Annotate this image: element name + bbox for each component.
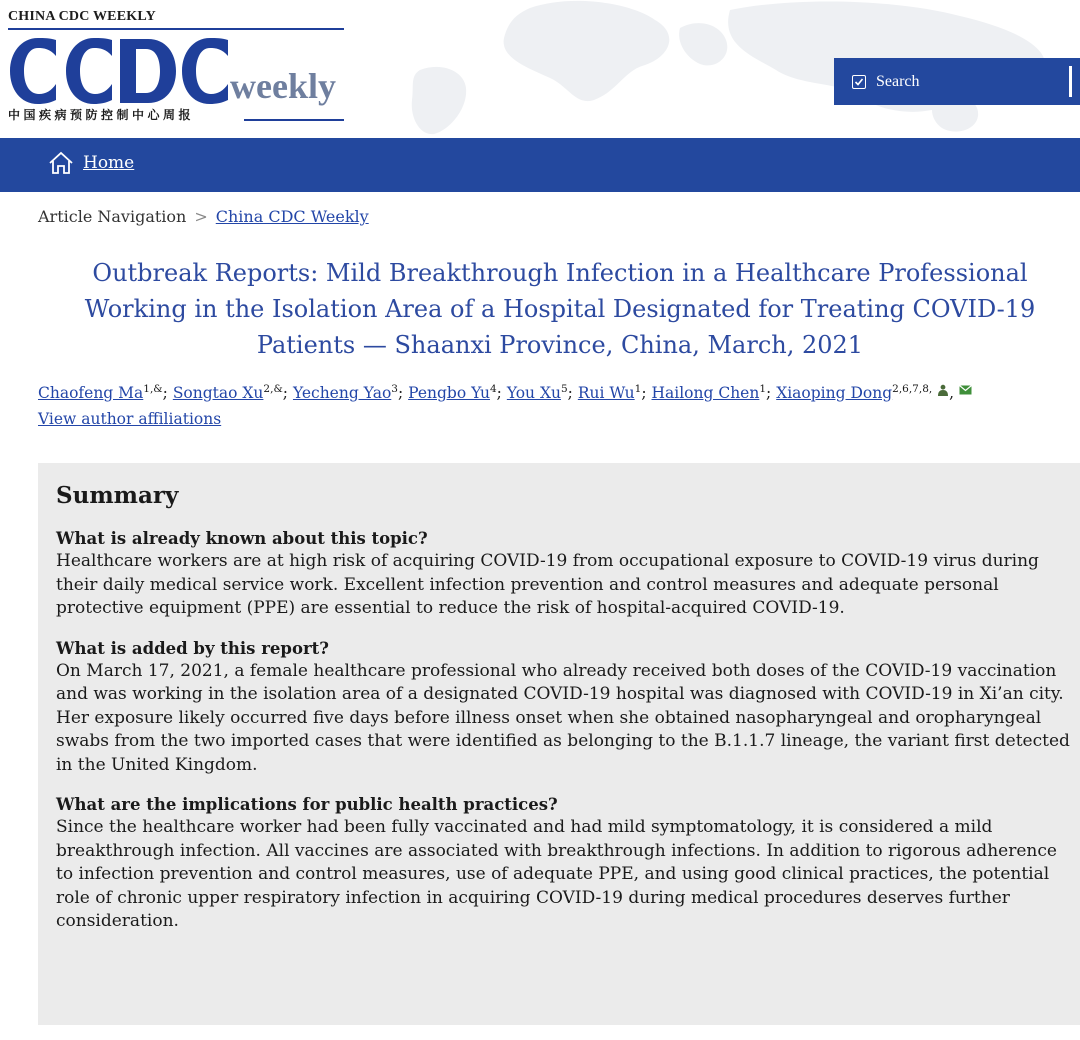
corresponding-author-icon[interactable] — [937, 384, 949, 396]
author-separator: ; — [282, 384, 293, 402]
author-link[interactable]: Rui Wu — [577, 384, 635, 402]
home-label: Home — [83, 153, 135, 173]
breadcrumb-current: Article Navigation — [38, 207, 187, 226]
summary-answer: Since the healthcare worker had been fully vaccinated and had mild symptomatology, it is considered a mild breakthrough infection. All vaccines are associated with breakthrough infections. In addition to rigorous adherence to infection prevention and control measures, use of adequate PPE, and using good clinical practices, the potential role of chronic upper respiratory infection in acquiring COVID-19 during medical procedures deserves further consideration. — [56, 817, 1057, 931]
breadcrumb-separator: > — [194, 207, 208, 226]
author-affiliation-sup: 2,6,7,8, — [892, 382, 933, 395]
search-button[interactable] — [834, 58, 1080, 105]
author-link[interactable]: Xiaoping Dong — [776, 384, 893, 402]
summary-answer: On March 17, 2021, a female healthcare professional who already received both doses of the COVID-19 vaccination and was working in the isolation area of a designated COVID-19 hospital was diagnosed with COVID-19 in Xi’an city. Her exposure likely occurred five days before illness onset when she obtained nasopharyngeal and oropharyngeal swabs from the two imported cases that were identified as belonging to the B.1.1.7 lineage, the variant first detected in the United Kingdom. — [56, 660, 1070, 775]
chinese-name-rule — [244, 119, 344, 121]
author-link[interactable]: Chaofeng Ma — [38, 384, 144, 402]
author-affiliation-sup: 1 — [759, 382, 767, 395]
author-affiliation-sup: 1 — [634, 382, 642, 395]
author-link[interactable]: You Xu — [506, 384, 561, 402]
main-nav-bar — [0, 138, 1080, 192]
author-affiliation-sup: 1,& — [143, 382, 163, 395]
logo-weekly-text: weekly — [230, 66, 336, 106]
author-separator: , — [949, 384, 955, 402]
author-list — [38, 380, 1068, 432]
author-affiliation-sup: 2,& — [263, 382, 283, 395]
summary-question: What are the implications for public health practices? — [56, 795, 558, 814]
search-input-edge[interactable] — [1069, 66, 1072, 97]
breadcrumb — [38, 207, 369, 226]
author-separator: ; — [766, 384, 777, 402]
author-link[interactable]: Songtao Xu — [172, 384, 264, 402]
author-separator: ; — [496, 384, 507, 402]
email-icon[interactable] — [959, 385, 972, 395]
author-affiliation-sup: 5 — [560, 382, 568, 395]
checkbox-icon — [852, 75, 866, 89]
journal-name: CHINA CDC WEEKLY — [8, 9, 156, 24]
header-rule — [8, 28, 344, 30]
author-separator: ; — [162, 384, 173, 402]
summary-question: What is added by this report? — [56, 638, 329, 658]
summary-answer: Healthcare workers are at high risk of acquiring COVID-19 from occupational exposure to COVID-19 virus during their daily medical service work. Excellent infection prevention and control measures and adequate personal protective equipment (PPE) are essential to reduce the risk of hospital-acquired COVID-19. — [56, 551, 1039, 618]
summary-heading: Summary — [56, 482, 179, 509]
author-link[interactable]: Hailong Chen — [651, 384, 760, 402]
author-affiliation-sup: 3 — [391, 382, 398, 395]
chinese-journal-name: 中国疾病预防控制中心周报 — [8, 108, 195, 122]
home-icon — [47, 151, 75, 175]
summary-box — [38, 463, 1080, 1025]
summary-question: What is already known about this topic? — [56, 529, 428, 548]
home-link[interactable] — [47, 151, 134, 175]
ccdc-weekly-logo[interactable] — [6, 36, 350, 106]
author-separator: ; — [397, 384, 409, 402]
view-author-affiliations-link[interactable]: View author affiliations — [38, 410, 222, 428]
site-header — [0, 0, 1080, 138]
search-label: Search — [876, 72, 920, 90]
author-link[interactable]: Yecheng Yao — [292, 384, 392, 402]
breadcrumb-link-china-cdc-weekly[interactable]: China CDC Weekly — [215, 207, 369, 226]
author-affiliation-sup: 4 — [489, 382, 497, 395]
article-title: Outbreak Reports: Mild Breakthrough Infection in a Healthcare Professional Working in the Isolation Area of a Hospital Designated for Treating COVID-19 Patients — Shaanxi Province, China, March, 2021 — [84, 259, 1036, 359]
author-separator: ; — [567, 384, 578, 402]
author-link[interactable]: Pengbo Yu — [408, 384, 490, 402]
author-separator: ; — [641, 384, 652, 402]
